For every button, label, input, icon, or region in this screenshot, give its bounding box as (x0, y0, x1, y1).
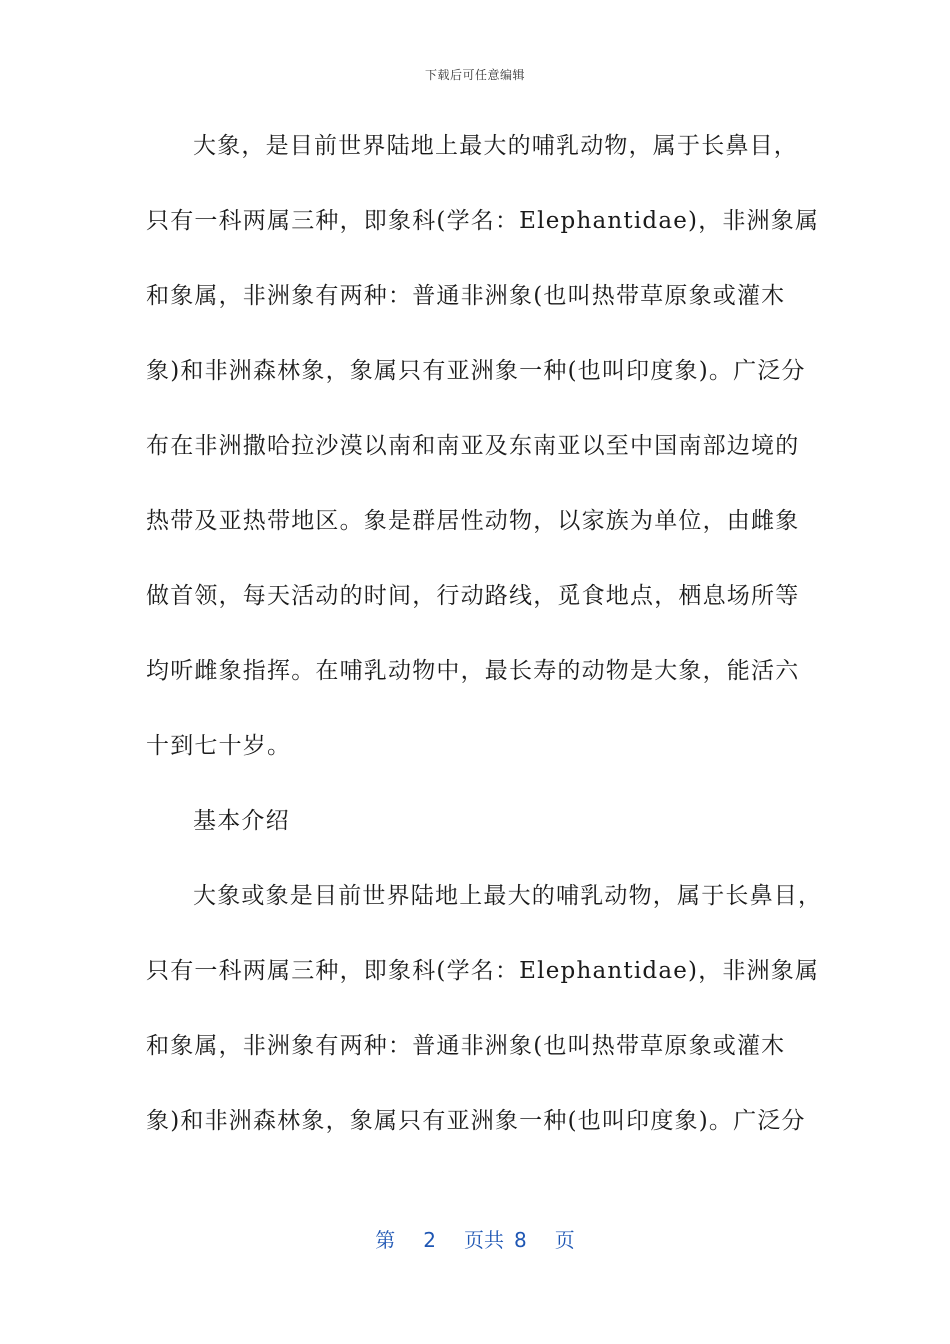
paragraph-line: 大象或象是目前世界陆地上最大的哺乳动物，属于长鼻目， (193, 883, 823, 909)
document-body (146, 126, 823, 1176)
paragraph-line: 热带及亚热带地区。象是群居性动物，以家族为单位，由雌象 (146, 508, 800, 534)
page-label-prefix: 第 (375, 1228, 396, 1252)
paragraph-line: 十到七十岁。 (146, 733, 292, 759)
header-note: 下载后可任意编辑 (424, 68, 525, 82)
page-footer (0, 1224, 950, 1253)
paragraph-line: 象)和非洲森林象，象属只有亚洲象一种(也叫印度象)。广泛分 (146, 358, 806, 384)
paragraph-line: 布在非洲撒哈拉沙漠以南和南亚及东南亚以至中国南部边境的 (146, 433, 800, 459)
paragraph-line: 只有一科两属三种，即象科(学名：Elephantidae)，非洲象属 (146, 208, 820, 234)
paragraph-line: 均听雌象指挥。在哺乳动物中，最长寿的动物是大象，能活六 (146, 658, 800, 684)
total-pages-number: 8 (514, 1228, 527, 1252)
paragraph-line: 只有一科两属三种，即象科(学名：Elephantidae)，非洲象属 (146, 958, 820, 984)
page-label-mid: 页共 (464, 1228, 504, 1252)
paragraph-line: 做首领，每天活动的时间，行动路线，觅食地点，栖息场所等 (146, 583, 800, 609)
paragraph-line: 和象属，非洲象有两种：普通非洲象(也叫热带草原象或灌木 (146, 283, 786, 309)
page-label-suffix: 页 (554, 1228, 575, 1252)
paragraph-line: 大象，是目前世界陆地上最大的哺乳动物，属于长鼻目， (193, 133, 798, 159)
paragraph-line: 和象属，非洲象有两种：普通非洲象(也叫热带草原象或灌木 (146, 1033, 786, 1059)
paragraph-line: 象)和非洲森林象，象属只有亚洲象一种(也叫印度象)。广泛分 (146, 1108, 806, 1134)
section-heading: 基本介绍 (193, 808, 290, 834)
current-page-number: 2 (423, 1228, 436, 1252)
